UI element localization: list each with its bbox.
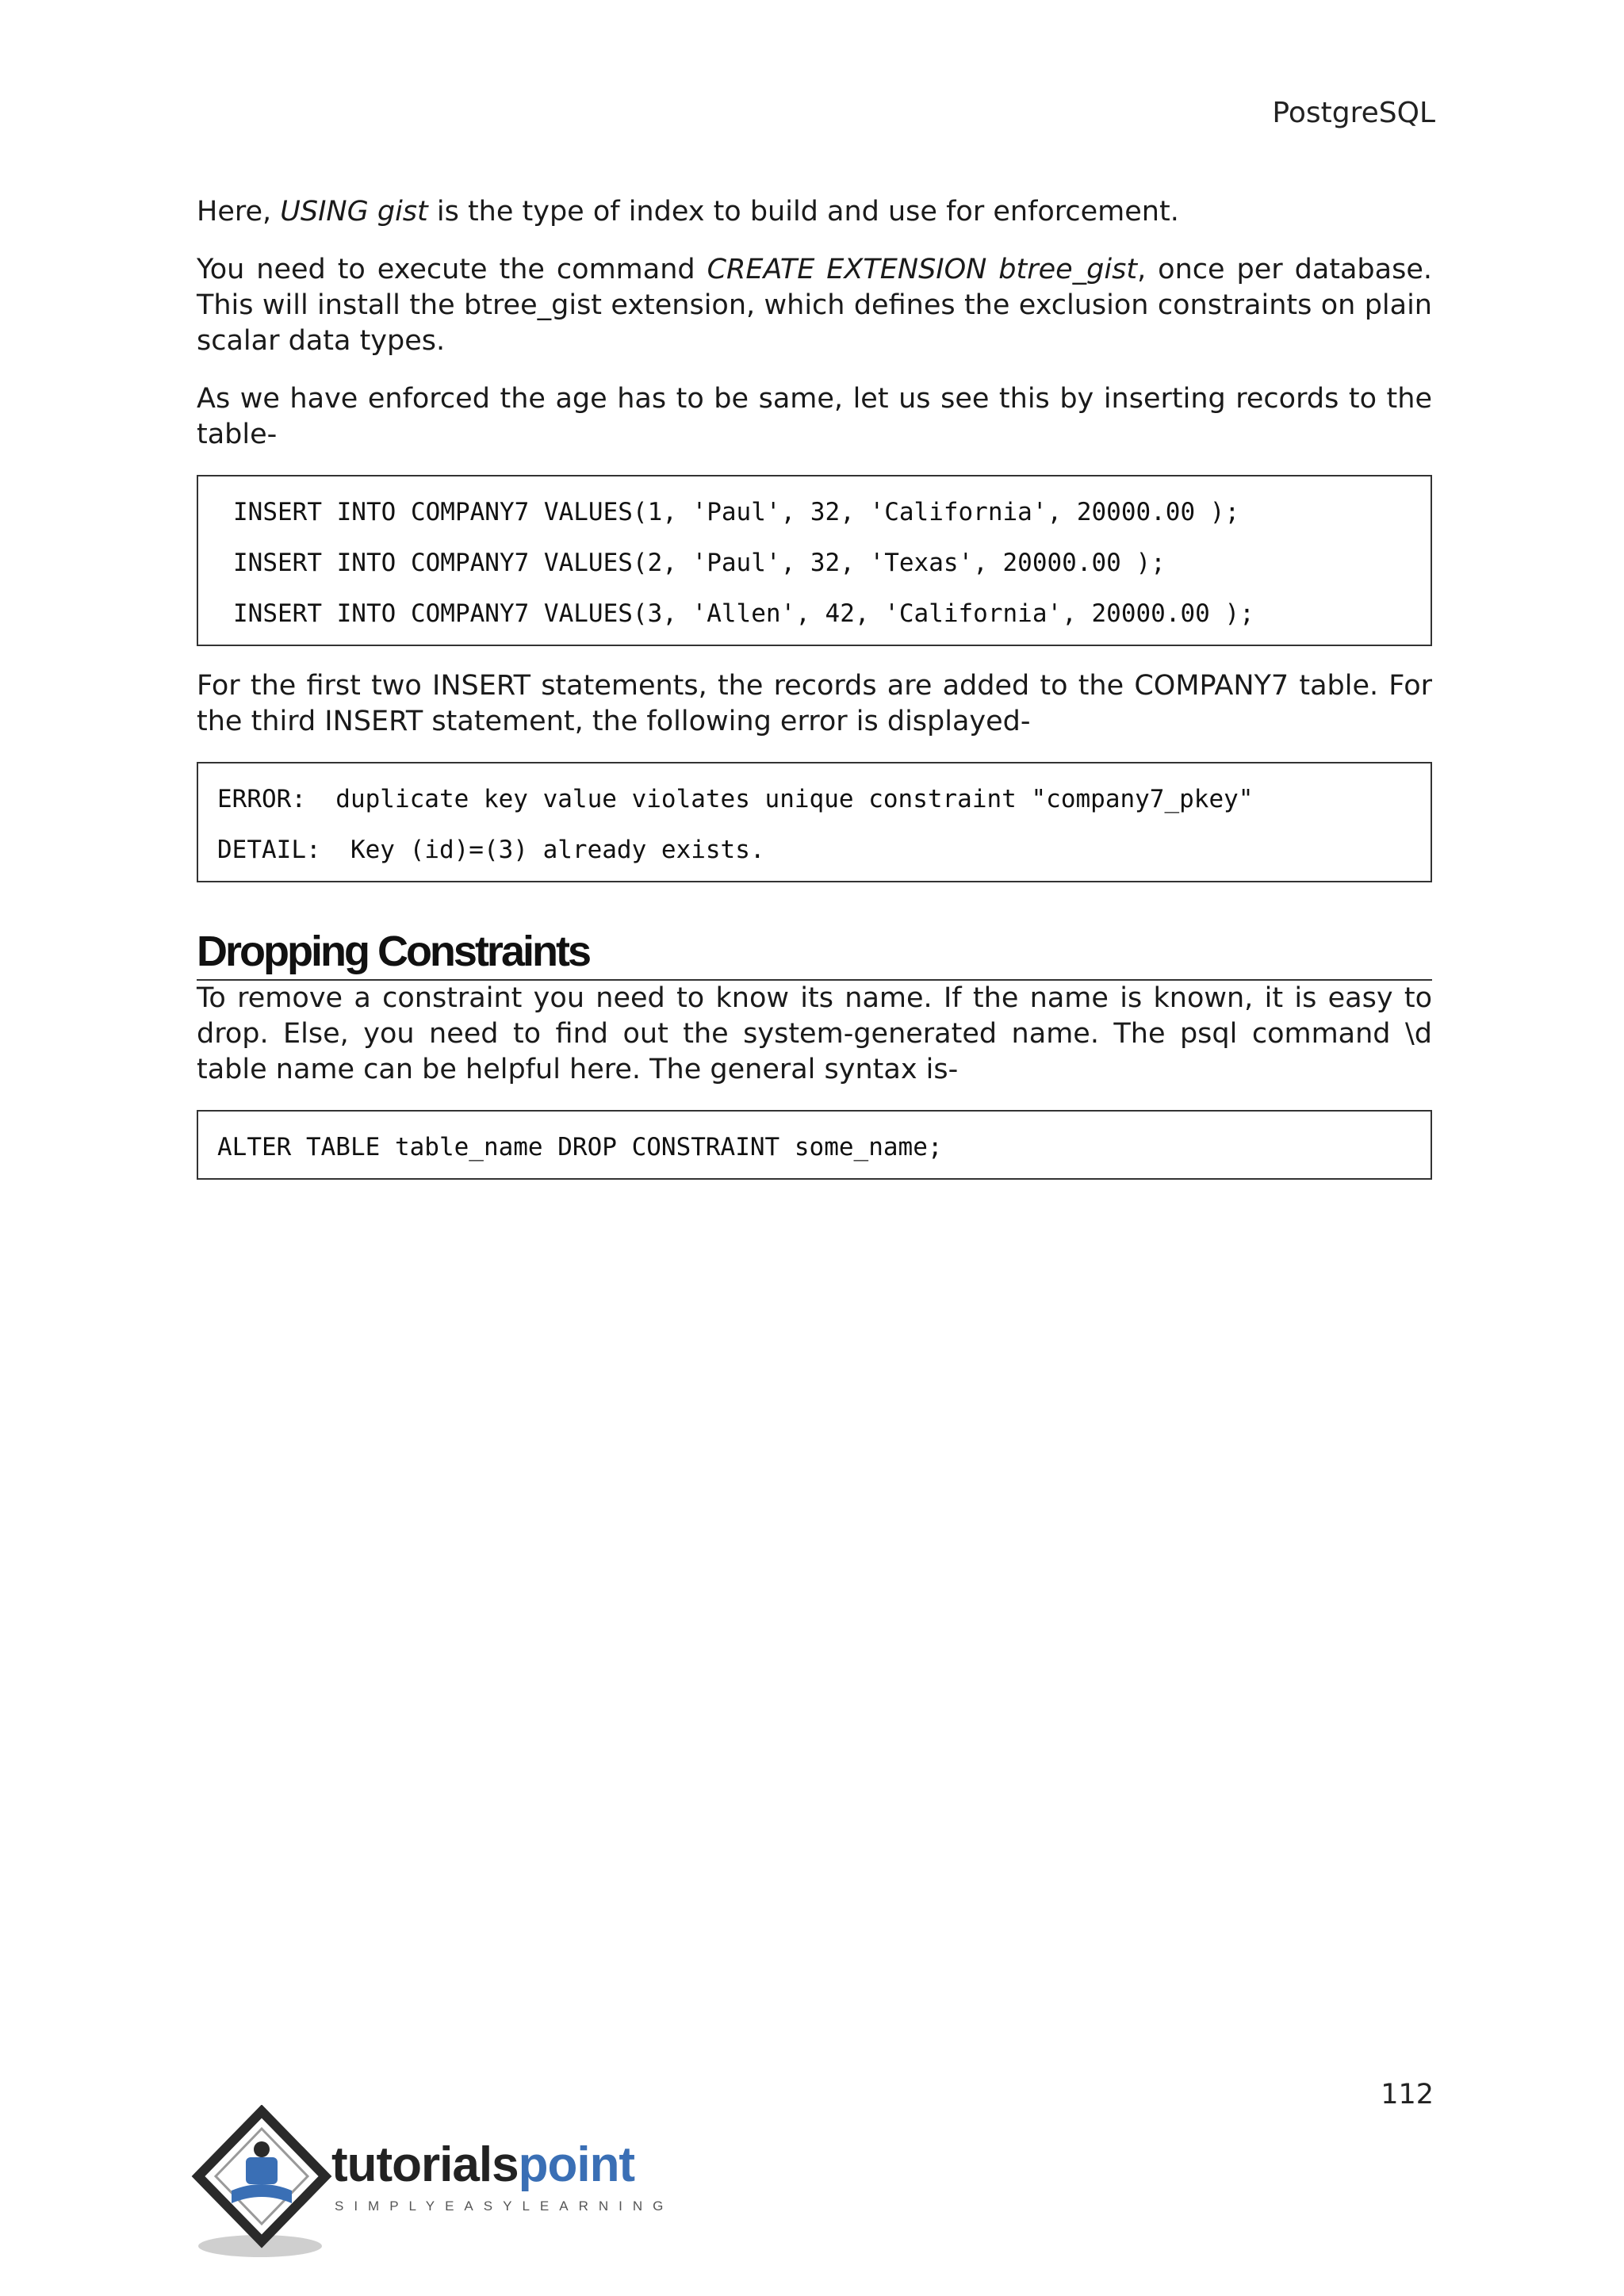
paragraph-enforced-age: As we have enforced the age has to be same, let us see this by inserting records to the table- [197,383,1432,450]
code-line: ERROR: duplicate key value violates unique constraint "company7_pkey" [217,785,1254,813]
logo-wordmark: tutorialspoint [331,2137,635,2192]
section-heading: Dropping Constraints [197,927,1432,981]
page-content [197,194,1432,1202]
paragraph-remove-constraint: To remove a constraint you need to know its name. If the name is known, it is easy to drop. Else, you need to find out the system-generated name. The psql command \d table name can be helpful here. The general syntax is- [197,982,1432,1085]
tutorialspoint-logo [190,2105,682,2263]
logo-tagline: SIMPLYEASYLEARNING [335,2198,674,2214]
code-line: INSERT INTO COMPANY7 VALUES(3, 'Allen', 42, 'California', 20000.00 ); [233,599,1254,628]
running-header: PostgreSQL [1272,97,1435,129]
paragraph-using-gist: Here, USING gist is the type of index to build and use for enforcement. [197,196,1179,228]
code-line: INSERT INTO COMPANY7 VALUES(2, 'Paul', 32, 'Texas', 20000.00 ); [233,549,1166,577]
paragraph-create-extension: You need to execute the command CREATE EXTENSION btree_gist, once per database. This will install the btree_gist extension, which defines the exclusion constraints on plain scalar data types. [197,254,1432,357]
code-line: DETAIL: Key (id)=(3) already exists. [217,836,765,864]
logo-diamond-icon [190,2105,341,2263]
code-line: INSERT INTO COMPANY7 VALUES(1, 'Paul', 32, 'California', 20000.00 ); [233,498,1240,526]
code-line: ALTER TABLE table_name DROP CONSTRAINT some_name; [217,1133,943,1161]
paragraph-insert-result: For the first two INSERT statements, the records are added to the COMPANY7 table. For the third INSERT statement, the following error is displayed- [197,670,1432,737]
code-block-alter-table [197,1110,1432,1180]
page-number: 112 [1381,2079,1434,2110]
code-block-error [197,762,1432,882]
code-block-insert [197,475,1432,646]
